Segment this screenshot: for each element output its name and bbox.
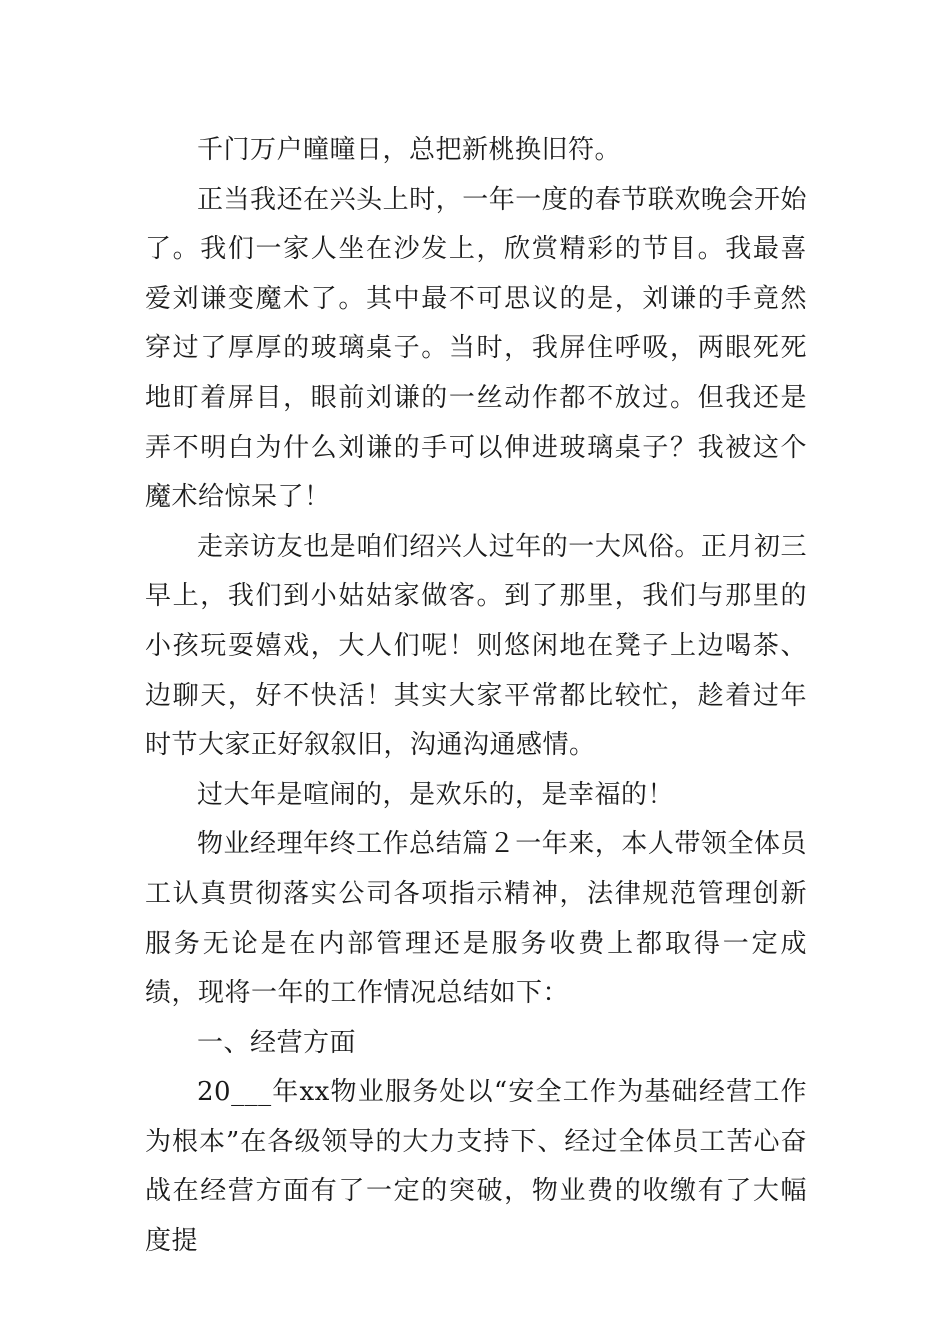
paragraph-7: 20___年xx物业服务处以“安全工作为基础经营工作为根本”在各级领导的大力支持下、经过全体员工苦心奋战在经营方面有了一定的突破，物业费的收缴有了大幅度提: [145, 1077, 807, 1257]
paragraph-1: 千门万户曈曈日，总把新桃换旧符。: [197, 135, 622, 165]
paragraph-4: 过大年是喧闹的，是欢乐的，是幸福的！: [197, 779, 675, 810]
paragraph-5: 物业经理年终工作总结篇２一年来，本人带领全体员工认真贯彻落实公司各项指示精神，法律规范管理创新服务无论是在内部管理还是服务收费上都取得一定成绩，现将一年的工作情况总结如下：: [145, 829, 807, 1009]
document-body: [145, 126, 807, 1267]
section-heading: 一、经营方面: [197, 1027, 357, 1058]
paragraph-3: 走亲访友也是咱们绍兴人过年的一大风俗。正月初三早上，我们到小姑姑家做客。到了那里，我们与那里的小孩玩耍嬉戏，大人们呢！则悠闲地在凳子上边喝茶、边聊天，好不快活！其实大家平常都比较忙，趁着过年时节大家正好叙叙旧，沟通沟通感情。: [145, 531, 807, 761]
paragraph-2: 正当我还在兴头上时，一年一度的春节联欢晚会开始了。我们一家人坐在沙发上，欣赏精彩的节目。我最喜爱刘谦变魔术了。其中最不可思议的是，刘谦的手竟然穿过了厚厚的玻璃桌子。当时，我屏住呼吸，两眼死死地盯着屏目，眼前刘谦的一丝动作都不放过。但我还是弄不明白为什么刘谦的手可以伸进玻璃桌子？我被这个魔术给惊呆了！: [145, 184, 807, 513]
